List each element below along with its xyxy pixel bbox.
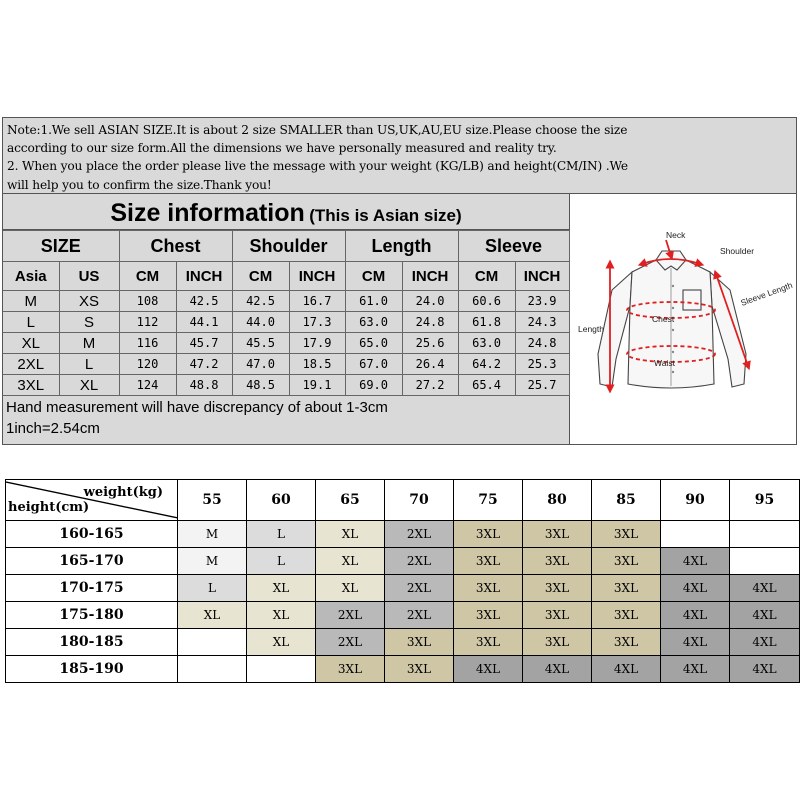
- recommended-size-cell: 2XL: [316, 629, 385, 656]
- recommended-size-cell: 4XL: [523, 656, 592, 683]
- height-cell: 170-175: [6, 575, 178, 602]
- height-cell: 165-170: [6, 548, 178, 575]
- recommended-size-cell: 3XL: [523, 575, 592, 602]
- subheader-cell: Asia: [3, 262, 59, 291]
- size-information-panel: [2, 117, 797, 445]
- measurement-cell: 42.5: [232, 291, 289, 312]
- recommended-size-cell: 3XL: [523, 521, 592, 548]
- weight-header-cell: 70: [385, 480, 454, 521]
- size-label-cell: 2XL: [3, 354, 59, 375]
- size-title-main: Size information: [110, 199, 305, 227]
- recommended-size-cell: XL: [247, 575, 316, 602]
- footnote-inch: 1inch=2.54cm: [6, 420, 100, 437]
- height-cell: 175-180: [6, 602, 178, 629]
- header-shoulder: Shoulder: [232, 231, 345, 262]
- recommended-size-cell: 2XL: [385, 602, 454, 629]
- recommended-size-cell: 2XL: [385, 521, 454, 548]
- label-waist: Waist: [654, 358, 675, 368]
- label-sleeve-length: Sleeve Length: [739, 279, 794, 308]
- measurement-cell: 47.2: [176, 354, 232, 375]
- height-row: [6, 575, 800, 602]
- subheader-cell: CM: [119, 262, 176, 291]
- recommended-size-cell: 4XL: [661, 548, 730, 575]
- measurement-cell: 19.1: [289, 375, 345, 396]
- measurement-cell: 24.8: [515, 333, 569, 354]
- recommended-size-cell: L: [178, 575, 247, 602]
- measurement-cell: 44.1: [176, 312, 232, 333]
- recommended-size-cell: 2XL: [316, 602, 385, 629]
- size-label-cell: XL: [59, 375, 119, 396]
- height-row: [6, 548, 800, 575]
- recommended-size-cell: 3XL: [454, 575, 523, 602]
- recommended-size-cell: 2XL: [385, 575, 454, 602]
- measurement-cell: 61.0: [345, 291, 402, 312]
- note-line: Note:1.We sell ASIAN SIZE.It is about 2 size SMALLER than US,UK,AU,EU size.Please choose the size: [7, 123, 628, 137]
- recommended-size-cell: [178, 629, 247, 656]
- weight-label: weight(kg): [83, 485, 163, 500]
- size-row: [3, 333, 569, 354]
- measurement-cell: 60.6: [458, 291, 515, 312]
- measurement-cell: 108: [119, 291, 176, 312]
- size-table: [3, 230, 570, 396]
- measurement-cell: 25.3: [515, 354, 569, 375]
- label-shoulder: Shoulder: [720, 246, 755, 256]
- height-cell: 160-165: [6, 521, 178, 548]
- size-label-cell: 3XL: [3, 375, 59, 396]
- recommended-size-cell: XL: [316, 575, 385, 602]
- label-chest: Chest: [652, 314, 675, 324]
- height-cell: 185-190: [6, 656, 178, 683]
- measurement-cell: 69.0: [345, 375, 402, 396]
- recommended-size-cell: 3XL: [454, 548, 523, 575]
- recommended-size-cell: 4XL: [661, 575, 730, 602]
- measurement-cell: 63.0: [458, 333, 515, 354]
- recommended-size-cell: 4XL: [661, 602, 730, 629]
- measurement-cell: 65.0: [345, 333, 402, 354]
- note-line: 2. When you place the order please live the message with your weight (KG/LB) and height(CM/IN) .We: [7, 159, 628, 174]
- measurement-cell: 63.0: [345, 312, 402, 333]
- recommended-size-cell: M: [178, 548, 247, 575]
- recommended-size-cell: 4XL: [661, 629, 730, 656]
- weight-height-table: [5, 479, 800, 683]
- recommended-size-cell: [730, 548, 800, 575]
- measurement-cell: 48.5: [232, 375, 289, 396]
- height-row: [6, 602, 800, 629]
- recommended-size-cell: [178, 656, 247, 683]
- note-line: will help you to confirm the size.Thank you!: [7, 177, 272, 192]
- size-row: [3, 354, 569, 375]
- weight-header-cell: 65: [316, 480, 385, 521]
- measurement-cell: 17.3: [289, 312, 345, 333]
- shirt-diagram: [570, 194, 796, 444]
- header-size: SIZE: [3, 231, 119, 262]
- measurement-cell: 25.7: [515, 375, 569, 396]
- recommended-size-cell: 3XL: [316, 656, 385, 683]
- measurement-cell: 44.0: [232, 312, 289, 333]
- subheader-cell: CM: [458, 262, 515, 291]
- recommended-size-cell: 3XL: [454, 629, 523, 656]
- subheader-cell: INCH: [176, 262, 232, 291]
- subheader-cell: CM: [345, 262, 402, 291]
- measurement-cell: 112: [119, 312, 176, 333]
- recommended-size-cell: 4XL: [730, 575, 800, 602]
- size-label-cell: M: [3, 291, 59, 312]
- measurement-cell: 48.8: [176, 375, 232, 396]
- table-corner-header: [6, 480, 178, 521]
- measurement-cell: 124: [119, 375, 176, 396]
- shirt-measurement-illustration: [570, 194, 796, 444]
- size-title-sub: (This is Asian size): [309, 206, 462, 225]
- recommended-size-cell: 3XL: [454, 521, 523, 548]
- recommended-size-cell: 4XL: [730, 629, 800, 656]
- measurement-cell: 24.3: [515, 312, 569, 333]
- header-chest: Chest: [119, 231, 232, 262]
- weight-header-cell: 95: [730, 480, 800, 521]
- recommended-size-cell: 4XL: [661, 656, 730, 683]
- measurement-cell: 45.7: [176, 333, 232, 354]
- recommended-size-cell: 3XL: [592, 629, 661, 656]
- recommended-size-cell: 3XL: [523, 629, 592, 656]
- recommended-size-cell: 4XL: [592, 656, 661, 683]
- size-label-cell: XS: [59, 291, 119, 312]
- size-label-cell: S: [59, 312, 119, 333]
- recommended-size-cell: 2XL: [385, 548, 454, 575]
- measurement-cell: 42.5: [176, 291, 232, 312]
- height-row: [6, 629, 800, 656]
- measurement-cell: 17.9: [289, 333, 345, 354]
- recommended-size-cell: XL: [247, 602, 316, 629]
- weight-header-cell: 75: [454, 480, 523, 521]
- recommended-size-cell: 3XL: [592, 548, 661, 575]
- height-row: [6, 656, 800, 683]
- recommended-size-cell: XL: [316, 548, 385, 575]
- measurement-cell: 27.2: [402, 375, 458, 396]
- height-cell: 180-185: [6, 629, 178, 656]
- recommended-size-cell: 4XL: [454, 656, 523, 683]
- measurement-cell: 67.0: [345, 354, 402, 375]
- recommended-size-cell: [661, 521, 730, 548]
- label-neck: Neck: [666, 230, 686, 240]
- recommended-size-cell: L: [247, 548, 316, 575]
- recommended-size-cell: M: [178, 521, 247, 548]
- size-row: [3, 291, 569, 312]
- recommended-size-cell: L: [247, 521, 316, 548]
- size-table-box: [3, 194, 570, 444]
- measurement-cell: 65.4: [458, 375, 515, 396]
- recommended-size-cell: 4XL: [730, 602, 800, 629]
- recommended-size-cell: 3XL: [592, 521, 661, 548]
- footnote-discrepancy: Hand measurement will have discrepancy of about 1-3cm: [6, 399, 388, 416]
- note-line: according to our size form.All the dimensions we have personally measured and reality try.: [7, 141, 557, 156]
- size-row: [3, 312, 569, 333]
- measurement-cell: 120: [119, 354, 176, 375]
- recommended-size-cell: 3XL: [523, 602, 592, 629]
- measurement-cell: 24.0: [402, 291, 458, 312]
- recommended-size-cell: XL: [178, 602, 247, 629]
- size-row: [3, 375, 569, 396]
- weight-header-cell: 85: [592, 480, 661, 521]
- recommended-size-cell: 3XL: [592, 575, 661, 602]
- size-label-cell: L: [3, 312, 59, 333]
- recommended-size-cell: 3XL: [523, 548, 592, 575]
- size-table-title: [3, 194, 569, 230]
- measurement-cell: 24.8: [402, 312, 458, 333]
- recommended-size-cell: 3XL: [454, 602, 523, 629]
- recommended-size-cell: 3XL: [385, 629, 454, 656]
- header-sleeve: Sleeve: [458, 231, 569, 262]
- measurement-cell: 23.9: [515, 291, 569, 312]
- size-label-cell: M: [59, 333, 119, 354]
- measurement-cell: 61.8: [458, 312, 515, 333]
- recommended-size-cell: XL: [316, 521, 385, 548]
- recommended-size-cell: 4XL: [730, 656, 800, 683]
- recommended-size-cell: [247, 656, 316, 683]
- measurement-cell: 18.5: [289, 354, 345, 375]
- measurement-cell: 26.4: [402, 354, 458, 375]
- measurement-cell: 116: [119, 333, 176, 354]
- recommended-size-cell: [730, 521, 800, 548]
- recommended-size-cell: 3XL: [592, 602, 661, 629]
- recommended-size-cell: XL: [247, 629, 316, 656]
- subheader-cell: US: [59, 262, 119, 291]
- label-length: Length: [578, 324, 604, 334]
- size-label-cell: L: [59, 354, 119, 375]
- weight-header-cell: 90: [661, 480, 730, 521]
- recommended-size-cell: 3XL: [385, 656, 454, 683]
- measurement-cell: 47.0: [232, 354, 289, 375]
- weight-header-cell: 55: [178, 480, 247, 521]
- weight-header-cell: 60: [247, 480, 316, 521]
- measurement-cell: 64.2: [458, 354, 515, 375]
- header-length: Length: [345, 231, 458, 262]
- subheader-cell: INCH: [289, 262, 345, 291]
- subheader-cell: INCH: [402, 262, 458, 291]
- height-row: [6, 521, 800, 548]
- note-text: [3, 118, 796, 194]
- measurement-cell: 25.6: [402, 333, 458, 354]
- measurement-cell: 16.7: [289, 291, 345, 312]
- measurement-cell: 45.5: [232, 333, 289, 354]
- subheader-cell: INCH: [515, 262, 569, 291]
- size-label-cell: XL: [3, 333, 59, 354]
- height-label: height(cm): [8, 500, 90, 515]
- weight-header-cell: 80: [523, 480, 592, 521]
- subheader-cell: CM: [232, 262, 289, 291]
